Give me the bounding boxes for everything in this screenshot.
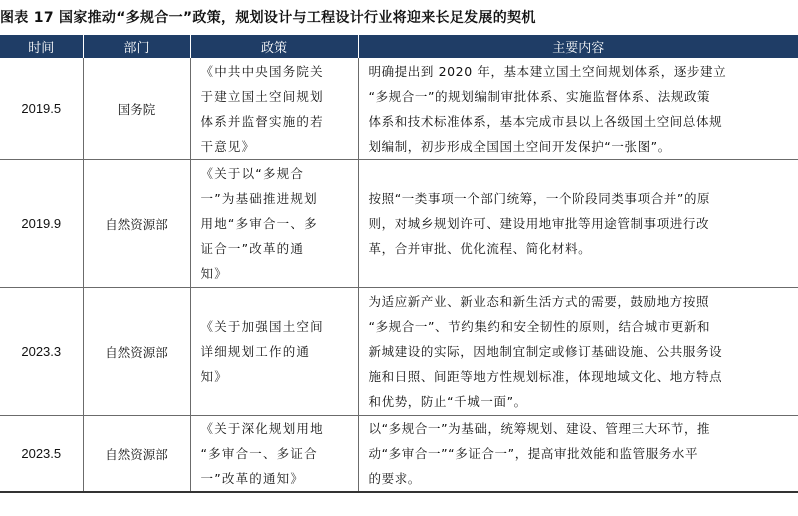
content-line: 以“多规合一”为基础，统筹规划、建设、管理三大环节，推 — [368, 421, 711, 436]
cell-policy — [190, 160, 358, 288]
cell-policy — [190, 416, 358, 493]
figure-title: 图表 17 国家推动“多规合一”政策，规划设计与工程设计行业将迎来长足发展的契机 — [0, 10, 536, 26]
header-dept: 部门 — [83, 35, 190, 58]
table-row — [0, 58, 798, 160]
cell-content — [358, 160, 798, 288]
cell-dept: 自然资源部 — [83, 160, 190, 288]
cell-dept: 国务院 — [83, 58, 190, 160]
content-line: 动“多审合一”“多证合一”，提高审批效能和监管服务水平 — [368, 446, 699, 461]
content-line: 为适应新产业、新业态和新生活方式的需要，鼓励地方按照 — [368, 294, 710, 309]
cell-content — [358, 288, 798, 416]
header-content: 主要内容 — [358, 35, 798, 58]
cell-time: 2023.3 — [0, 288, 83, 416]
cell-policy — [190, 58, 358, 160]
cell-dept: 自然资源部 — [83, 416, 190, 493]
cell-content — [358, 416, 798, 493]
content-line: 则，对城乡规划许可、建设用地审批等用途管制事项进行改 — [368, 216, 710, 231]
policy-line: 《关于加强国土空间 — [200, 319, 324, 334]
cell-content — [358, 58, 798, 160]
policy-table — [0, 35, 798, 493]
cell-time: 2023.5 — [0, 416, 83, 493]
policy-line: 知》 — [200, 369, 228, 384]
content-line: 新城建设的实际，因地制宜制定或修订基础设施、公共服务设 — [368, 344, 723, 359]
content-line: “多规合一”的规划编制审批体系、实施监督体系、法规政策 — [368, 88, 711, 104]
header-policy: 政策 — [190, 35, 358, 58]
policy-line: 证合一”改革的通 — [200, 241, 305, 256]
policy-line: 《中共中央国务院关 — [200, 63, 324, 79]
content-line: 和优势，防止“千城一面”。 — [368, 394, 527, 409]
policy-line: 《关于以“多规合 — [200, 166, 305, 181]
cell-time: 2019.5 — [0, 58, 83, 160]
table-row — [0, 160, 798, 288]
cell-time: 2019.9 — [0, 160, 83, 288]
content-line: 施和日照、间距等地方性规划标准，体现地域文化、地方特点 — [368, 369, 723, 384]
table-row — [0, 288, 798, 416]
policy-line: 《关于深化规划用地 — [200, 421, 324, 436]
content-line: 的要求。 — [368, 471, 421, 486]
content-line: 体系和技术标准体系，基本完成市县以上各级国土空间总体规 — [368, 113, 723, 129]
cell-policy — [190, 288, 358, 416]
header-row — [0, 35, 798, 58]
content-line: 明确提出到 2020 年，基本建立国土空间规划体系，逐步建立 — [368, 63, 727, 79]
table-row — [0, 416, 798, 493]
cell-dept: 自然资源部 — [83, 288, 190, 416]
header-time: 时间 — [0, 35, 83, 58]
policy-line: 一”为基础推进规划 — [200, 191, 318, 206]
content-line: “多规合一”、节约集约和安全韧性的原则，结合城市更新和 — [368, 319, 711, 334]
policy-line: “多审合一、多证合 — [200, 446, 318, 461]
policy-line: 详细规划工作的通 — [200, 344, 311, 359]
policy-line: 知》 — [200, 266, 228, 281]
content-line: 革，合并审批、优化流程、简化材料。 — [368, 241, 592, 256]
policy-line: 于建立国土空间规划 — [200, 88, 324, 104]
policy-line: 干意见》 — [200, 138, 256, 154]
policy-line: 体系并监督实施的若 — [200, 113, 324, 129]
policy-line: 用地“多审合一、多 — [200, 216, 318, 231]
policy-line: 一”改革的通知》 — [200, 471, 305, 486]
content-line: 划编制，初步形成全国国土空间开发保护“一张图”。 — [368, 138, 671, 154]
content-line: 按照“一类事项一个部门统筹，一个阶段同类事项合并”的原 — [368, 191, 711, 206]
